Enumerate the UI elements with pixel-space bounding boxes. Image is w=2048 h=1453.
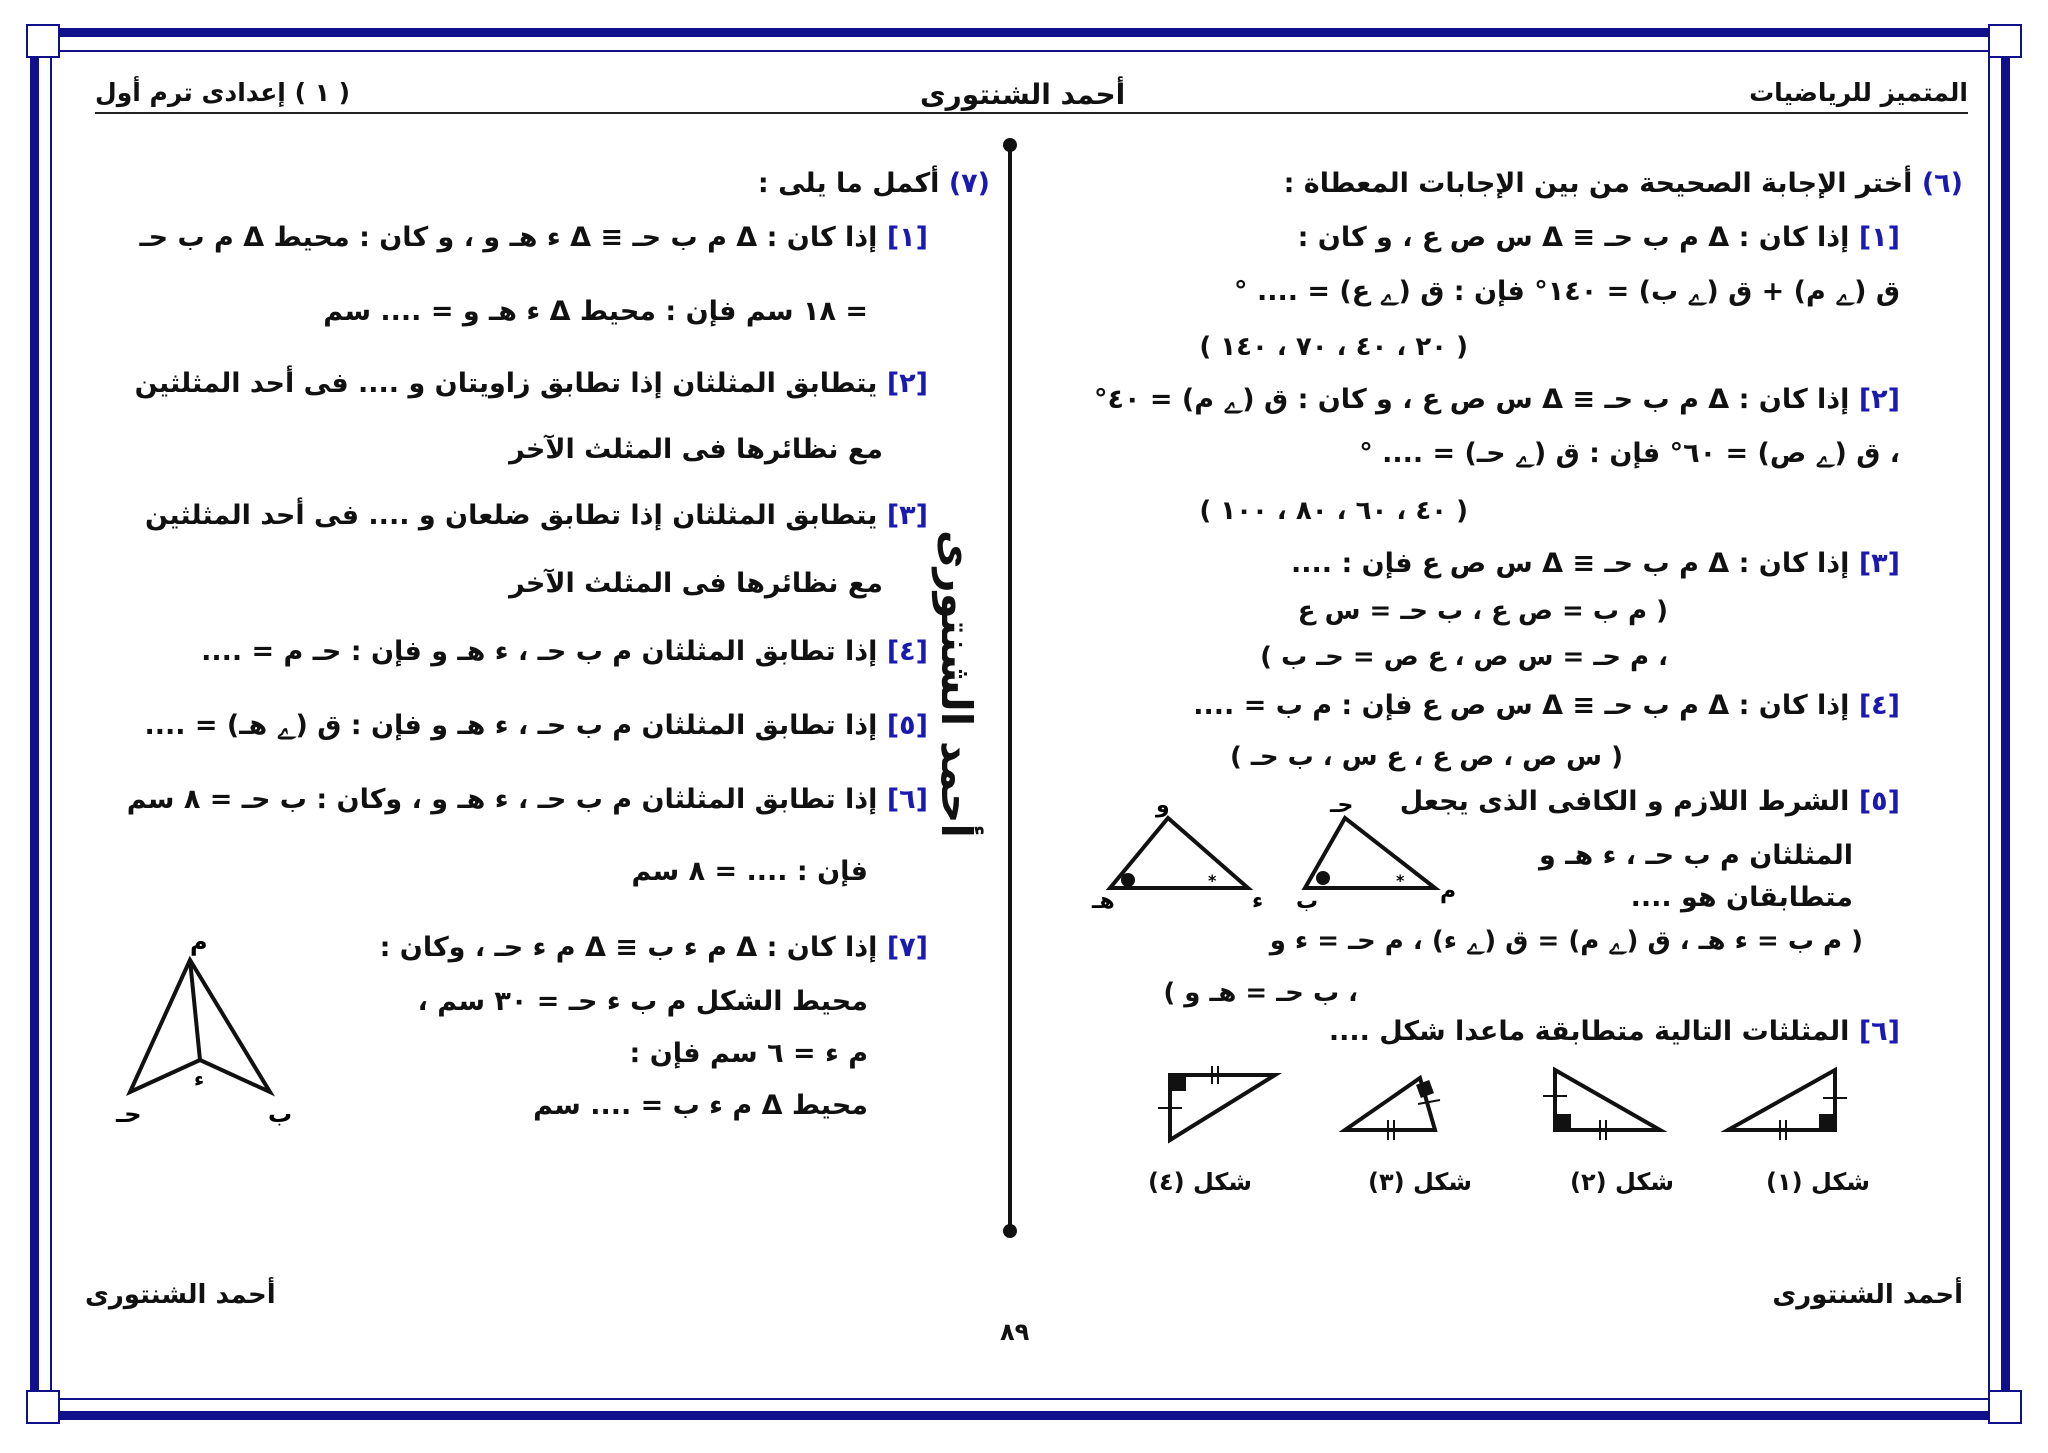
l6-number: [٦] [886, 784, 928, 815]
l6-line2 [631, 856, 868, 887]
shape1-triangle [1728, 1070, 1835, 1130]
l7-text-3: ﻡ ء = ٦ سم فإن : [629, 1038, 868, 1069]
kite-label-right: ب [268, 1100, 293, 1128]
r5-number: [٥] [1858, 786, 1900, 817]
header-left: ( ١ ) إعدادى ترم أول [95, 78, 351, 107]
r4-options: ( س ص ، ص ع ، ع س ، ب حـ ) [1230, 742, 1623, 772]
l1-number: [١] [886, 222, 928, 253]
shape3-right-angle [1416, 1080, 1434, 1098]
r6-number: [٦] [1858, 1016, 1900, 1047]
tri1-label-a: حـ [1330, 800, 1354, 818]
congruent-triangles-figure [1080, 800, 1460, 915]
l3-line2 [509, 568, 883, 599]
r5-line2 [1539, 840, 1853, 871]
r1-text-1: إذا كان : Δ ﻡ ب حـ ≡ Δ س ص ع ، و كان : [1297, 222, 1850, 253]
tri1-label-b: ب [1296, 889, 1319, 914]
l6-text-2: فإن : .... = ٨ سم [631, 856, 868, 887]
l4-text-1: إذا تطابق المثلثان ﻡ ب حـ ، ء هـ و فإن : حـ ﻡ = .... [201, 636, 878, 667]
l3-line1 [145, 500, 928, 531]
shape-label-4: شكل (٤) [1148, 1168, 1252, 1196]
angle-mark [1121, 873, 1135, 887]
l2-number: [٢] [886, 368, 928, 399]
vertical-author-name: أحمد الشنتورى [928, 520, 985, 848]
frame-corner [26, 24, 60, 58]
l7-number: [٧] [886, 932, 928, 963]
r6-text-1: المثلثات التالية متطابقة ماعدا شكل .... [1328, 1016, 1850, 1047]
l6-text-1: إذا تطابق المثلثان ﻡ ب حـ ، ء هـ و ، وكان : ب حـ = ٨ سم [126, 784, 878, 815]
divider-dot [1003, 138, 1017, 152]
l2-text-2: مع نظائرها فى المثلث الآخر [509, 434, 883, 465]
r5-text-1: الشرط اللازم و الكافى الذى يجعل [1399, 786, 1850, 817]
header-rule [95, 112, 1968, 114]
left-title-text: أكمل ما يلى : [757, 168, 940, 199]
shape1-right-angle [1819, 1114, 1835, 1130]
tri2-label-b: هـ [1092, 889, 1115, 914]
l2-line2 [509, 434, 883, 465]
l7-line2 [418, 986, 868, 1017]
r2-text-2: ، ق (ﮮ ص) = ٦٠° فإن : ق (ﮮ حـ) = .... ° [1359, 438, 1900, 469]
r5-line1 [1400, 786, 1900, 817]
r3-number: [٣] [1858, 548, 1900, 579]
l3-number: [٣] [886, 500, 928, 531]
r5-line3 [1631, 882, 1853, 913]
l2-text-1: يتطابق المثلثان إذا تطابق زاويتان و .... فى أحد المثلثين [134, 368, 878, 399]
l7-text-1: إذا كان : Δ ﻡ ء ب ≡ Δ ﻡ ء حـ ، وكان : [379, 932, 878, 963]
shape2-right-angle [1555, 1114, 1571, 1130]
r2-options: ( ٤٠ ، ٦٠ ، ٨٠ ، ١٠٠ ) [1199, 496, 1468, 526]
frame-corner [26, 1390, 60, 1424]
l4-number: [٤] [886, 636, 928, 667]
left-title [758, 168, 990, 199]
l1-line1 [139, 222, 928, 253]
frame-corner [1988, 1390, 2022, 1424]
r4-line1 [1193, 690, 1900, 721]
right-title [1284, 168, 1963, 199]
column-divider [1008, 143, 1012, 1233]
header-right: المتميز للرياضيات [1749, 78, 1968, 107]
shape-label-1: شكل (١) [1766, 1168, 1870, 1196]
frame-corner [1988, 24, 2022, 58]
right-title-text: أختر الإجابة الصحيحة من بين الإجابات المعطاة : [1283, 168, 1913, 199]
r3-options-2: ، ﻡ حـ = س ص ، ع ص = حـ ب ) [1260, 642, 1668, 672]
l1-line2 [323, 296, 868, 327]
l3-text-1: يتطابق المثلثان إذا تطابق ضلعان و .... فى أحد المثلثين [145, 500, 878, 531]
l7-line3 [630, 1038, 869, 1069]
shape-label-2: شكل (٢) [1570, 1168, 1674, 1196]
footer-right: أحمد الشنتورى [1772, 1280, 1963, 1310]
l3-text-2: مع نظائرها فى المثلث الآخر [509, 568, 883, 599]
page-number: ٨٩ [1000, 1318, 1030, 1346]
kite-label-top: ﻡ [190, 928, 208, 956]
tri1-mark: * [1396, 871, 1405, 890]
r3-line1 [1291, 548, 1900, 579]
r2-line2 [1359, 438, 1900, 470]
kite-label-mid: ء [194, 1067, 205, 1091]
r6-line1 [1329, 1016, 1900, 1047]
shape4-right-angle [1170, 1075, 1186, 1091]
r5-options-1: ( ﻡ ب = ء هـ ، ق (ﮮ ﻡ) = ق (ﮮ ء) ، ﻡ حـ = ء و [1269, 926, 1863, 956]
l5-text-1: إذا تطابق المثلثان ﻡ ب حـ ، ء هـ و فإن : ق (ﮮ هـ) = .... [144, 710, 878, 741]
r1-options: ( ٢٠ ، ٤٠ ، ٧٠ ، ١٤٠ ) [1199, 332, 1468, 362]
r2-line1 [1094, 384, 1900, 416]
l7-line4 [533, 1090, 868, 1121]
tri2-label-c: ء [1252, 889, 1264, 914]
r5-text-2: المثلثان ﻡ ب حـ ، ء هـ و [1539, 840, 1853, 871]
l5-number: [٥] [886, 710, 928, 741]
l6-line1 [127, 784, 928, 815]
l4-line1 [201, 636, 928, 667]
r2-number: [٢] [1858, 384, 1900, 415]
r4-number: [٤] [1858, 690, 1900, 721]
r1-number: [١] [1858, 222, 1900, 253]
l1-text-1: إذا كان : Δ ﻡ ب حـ ≡ Δ ء هـ و ، و كان : محيط Δ ﻡ ب حـ [139, 222, 878, 253]
r4-text-1: إذا كان : Δ ﻡ ب حـ ≡ Δ س ص ع فإن : ﻡ ب = .... [1193, 690, 1850, 721]
kite-label-left: حـ [116, 1100, 142, 1128]
tri2-label-a: و [1156, 800, 1170, 818]
tri1-label-c: ﻡ [1440, 879, 1457, 904]
l7-line1 [380, 932, 928, 963]
l1-text-2: = ١٨ سم فإن : محيط Δ ء هـ و = .... سم [323, 296, 868, 327]
divider-dot [1003, 1224, 1017, 1238]
footer-left: أحمد الشنتورى [85, 1280, 276, 1310]
l5-line1 [144, 710, 928, 742]
four-shapes-figure [1150, 1060, 1870, 1170]
r2-text-1: إذا كان : Δ ﻡ ب حـ ≡ Δ س ص ع ، و كان : ق (ﮮ ﻡ) = ٤٠° [1093, 384, 1850, 415]
l7-text-2: محيط الشكل ﻡ ب ء حـ = ٣٠ سم ، [417, 986, 868, 1017]
tri2-mark: * [1208, 871, 1217, 890]
right-title-number: (٦) [1921, 168, 1963, 199]
l2-line1 [135, 368, 928, 399]
l7-text-4: محيط Δ ﻡ ء ب = .... سم [533, 1090, 868, 1121]
left-title-number: (٧) [948, 168, 990, 199]
r5-options-2: ، ب حـ = هـ و ) [1163, 978, 1358, 1008]
header-center: أحمد الشنتورى [920, 78, 1126, 111]
r1-line1 [1298, 222, 1900, 253]
angle-mark [1316, 871, 1330, 885]
r1-line2 [1234, 276, 1900, 308]
kite-figure [110, 920, 310, 1130]
shape-label-3: شكل (٣) [1368, 1168, 1472, 1196]
r3-text-1: إذا كان : Δ ﻡ ب حـ ≡ Δ س ص ع فإن : .... [1291, 548, 1850, 579]
r3-options-1: ( ﻡ ب = ص ع ، ب حـ = س ع [1297, 596, 1668, 626]
r1-text-2: ق (ﮮ ﻡ) + ق (ﮮ ب) = ١٤٠° فإن : ق (ﮮ ع) = .... ° [1234, 276, 1900, 307]
r5-text-3: متطابقان هو .... [1630, 882, 1853, 913]
